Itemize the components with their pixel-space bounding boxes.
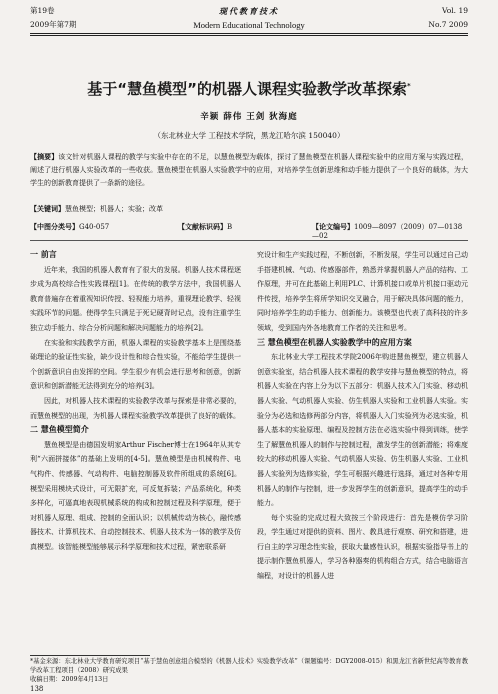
article-number: 【论文编号】1009—8097（2009）07—0138—02 (312, 222, 463, 240)
abstract-text: 该文针对机器人课程的教学与实验中存在的不足，以慧鱼模型为载体，探讨了慧鱼模型在机器人课程实验中的应用方案与实践过程，阐述了进行机器人实验改革的一些收获。慧鱼模型在机器人实验教学中的应用，对培养学生创新思维和动手能力提供了一个良好的载体，为大学生的创新教育提供了一条新的途径。 (30, 153, 469, 187)
header-issue: 第19卷 (30, 6, 55, 15)
cls-number: 【中图分类号】G40-057 (30, 222, 110, 231)
paragraph: 究设计和生产实践过程，不断创新，不断发展，学生可以通过自己动手搭建机械、气动、传感器部件，熟悉并掌握机器人产品的结构、工作原理，并可在此基础上利用PLC、计算机接口或单片机接口驱动元件传授，培养学生将所学知识交叉融合，用于解决具体问题的能力，同时培养学生的动手能力、创新能力。该模型也代表了高科技的许多领域，受到国内外各地教育工作者的关注和思考。 (257, 251, 468, 332)
title-footnote-mark: * (407, 82, 411, 90)
keywords-label: 【关键词】 (30, 204, 65, 213)
paragraph: 在实验和实践教学方面，机器人课程的实验教学基本上是围绕基础理论的验证性实验，缺少设计性和综合性实验，不能给学生提供一个创新意识自由发挥的空间。学生很少有机会进行思考和创意，创新意识和创新潜能无法得到充分的培养[3]。 (30, 338, 241, 391)
header-journal-cn: 现代教育技术 (219, 6, 279, 16)
section-heading-1: 一 前言 (30, 250, 57, 259)
affiliation: （东北林业大学 工程技术学院，黑龙江哈尔滨 150040） (153, 131, 345, 140)
page-number: 138 (30, 685, 44, 693)
paragraph: 每个实验的完成过程大致按三个阶段进行：首先是模仿学习阶段，学生通过对提供的资料、图片、教具进行观察、研究和搭建，进行自主的学习理念性实验，获取大量感性认识，根据实验指导书上的提示制作慧鱼机器人，学习各种器奏的机构组合方式，结合电脑语言编程，对设计的机器人进 (257, 513, 468, 581)
section-heading-3: 三 慧鱼模型在机器人实验教学中的应用方案 (257, 337, 412, 347)
footnote (30, 657, 468, 684)
header-rule-2 (30, 35, 468, 36)
header-date: 2009年第7期 (30, 20, 77, 29)
abstract-rule (30, 240, 468, 241)
column-left (30, 248, 241, 554)
footnote-rule (30, 655, 150, 656)
authors: 辛颖 薛伟 王剑 狄海庭 (200, 112, 298, 122)
section-heading-2: 二 慧鱼模型简介 (30, 425, 89, 435)
header-vol: Vol. 19 (442, 6, 468, 15)
header-no: No.7 2009 (428, 20, 468, 29)
header-rule (30, 33, 468, 34)
paper-title: 基于“慧鱼模型”的机器人课程实验教学改革探索* (87, 80, 411, 98)
footnote-fund: *基金来源：东北林业大学教育研究项目“基于慧鱼创意组合模型的《机器人技术》实验教学改革”（课题编号：DGY2008-015）和黑龙江省新世纪高等教育教学改革工程项目（2008）研究成果 (30, 658, 468, 674)
doc-code: 【文献标识码】B (178, 222, 233, 231)
paragraph: 因此，对机器人技术课程的实验教学改革与探索是非常必要的，而慧鱼模型的出现，为机器人课程实验教学改革提供了良好的载体。 (30, 396, 241, 420)
abstract-label: 【摘要】 (30, 152, 59, 161)
paragraph: 近年来，我国的机器人教育有了很大的发展。机器人技术课程逐步成为高校综合性实践课程[1]。在传统的教学方法中，我国机器人教育普遍存在着重视知识传授、轻视能力培养，重视理论教学、轻视实践环节的问题。使得学生只满足于死记硬背时记点，没有注重学生独立动手能力、综合分析问题和解决问题能力的培养[2]。 (30, 265, 241, 332)
abstract (30, 150, 468, 190)
footnote-received: 收稿日期：2009年4月13日 (30, 676, 109, 683)
keywords-text: 慧鱼模型；机器人；实验；改革 (65, 205, 163, 213)
keywords (30, 204, 468, 214)
column-right (257, 248, 468, 584)
paragraph: 东北林业大学工程技术学院2006年购进慧鱼模型，建立机器人创意实验室，结合机器人技术课程的教学安排与慧鱼模型的特点，将机器人实验在内容上分为以下五部分：机器人技术入门实验、移动机器人实验、气动机器人实验、仿生机器人实验和工业机器人实验。实验分为必选和选修两部分内容，将机器人入门实验列为必选实验，机器人基本的实验原理、编程及控制方法在必选实验中得到训练，使学生了解慧鱼机器人的制作与控制过程，激发学生的创新潜能；将难度较大的移动机器人实验、气动机器人实验、仿生机器人实验、工业机器人实验列为选修实验，学生可根据兴趣进行选择，通过对各种专用机器人的制作与控制，进一步发挥学生的创新意识，提高学生的动手能力。 (257, 353, 468, 508)
paragraph: 慧鱼模型是由德国发明家Arthur Fischer博士在1964年从其专利“六面拼接体”的基础上发明的[4-5]。慧鱼模型是由机械构件、电气构件、传感器、气动构件、电脑控制器及软件所组成的系统[6]。模型采用模块式设计，可无限扩充，可反复拆装；产品系统化，种类多样化，可逼真地表现机械系统的构成和控制过程及科学原理，便于对机器人原理、组成、控制的全面认识；以机械传动为核心，融传感器技术、计算机技术、自动控制技术、机器人技术为一体的教学及仿真模型。该智能模型能够展示科学原理和技术过程，紧密联系研 (30, 440, 241, 551)
header-journal-en: Modern Educational Technology (193, 20, 305, 30)
